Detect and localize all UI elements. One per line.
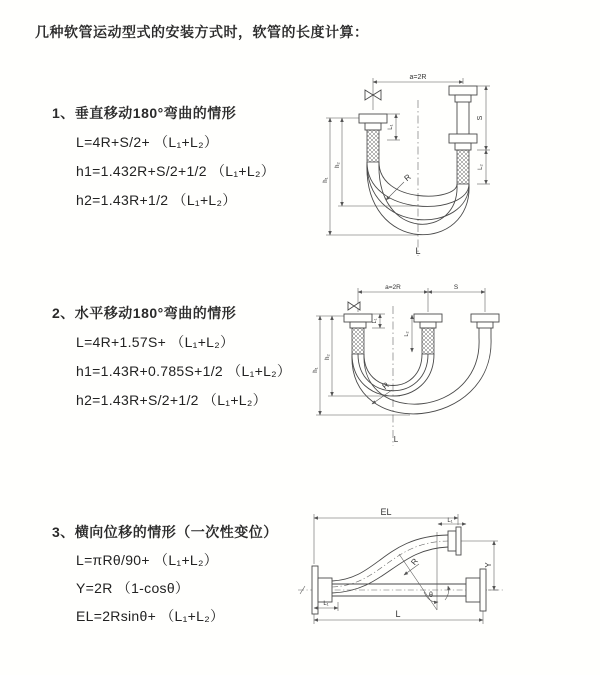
diagram-vertical-180-bend [318, 70, 593, 265]
dim-label-a2r: a=2R [385, 284, 401, 291]
diagram-lateral-displacement [298, 502, 513, 632]
dim-label-l: L [395, 609, 401, 619]
section-3-formula-EL: EL=2Rsinθ+ （L₁+L₂） [76, 608, 225, 624]
dim-label-r: R [402, 172, 413, 183]
page-title: 几种软管运动型式的安装方式时，软管的长度计算： [35, 24, 369, 40]
dim-label-r: R [380, 380, 391, 391]
section-3-heading: 3、横向位移的情形（一次性变位） [52, 524, 278, 540]
dim-label-y: Y [484, 562, 493, 568]
section-1-heading: 1、垂直移动180°弯曲的情形 [52, 105, 237, 121]
dim-label-h1: h₁ [323, 177, 329, 183]
dim-label-l2: L₂ [478, 164, 484, 170]
dim-label-l1: L₁ [372, 318, 378, 324]
section-2-formula-L: L=4R+1.57S+ （L₁+L₂） [76, 334, 235, 350]
dim-label-l1: L₁ [388, 124, 394, 130]
section-1-formula-h1: h1=1.432R+S/2+1/2 （L₁+L₂） [76, 163, 276, 179]
dim-label-l1-top: L₁ [447, 518, 453, 524]
dim-label-a2r: a=2R [409, 74, 427, 81]
dim-label-s: S [453, 284, 459, 291]
dim-label-el: EL [380, 507, 392, 517]
dim-label-h1: h₁ [313, 367, 319, 373]
section-2-formula-h2: h2=1.43R+S/2+1/2 （L₁+L₂） [76, 392, 267, 408]
dim-label-l: L [415, 246, 421, 256]
dim-label-l2: L₂ [404, 331, 410, 337]
dim-label-h2: h₂ [335, 162, 341, 168]
dim-label-r: R [409, 556, 420, 567]
dim-label-h2: h₂ [325, 354, 331, 360]
section-3-formula-Y: Y=2R （1-cosθ） [76, 580, 190, 596]
dim-label-s: S [477, 115, 484, 121]
dim-label-l1-bottom: L₁ [323, 601, 329, 607]
section-1-formula-h2: h2=1.43R+1/2 （L₁+L₂） [76, 192, 237, 208]
section-3-formula-L: L=πRθ/90+ （L₁+L₂） [76, 552, 219, 568]
diagram-horizontal-180-bend [310, 282, 590, 452]
section-1-formula-L: L=4R+S/2+ （L₁+L₂） [76, 134, 219, 150]
section-2-formula-h1: h1=1.43R+0.785S+1/2 （L₁+L₂） [76, 363, 292, 379]
section-2-heading: 2、水平移动180°弯曲的情形 [52, 305, 237, 321]
dim-label-l: L [393, 435, 399, 444]
valve-icon [348, 302, 360, 310]
dim-label-theta: θ [429, 592, 433, 599]
